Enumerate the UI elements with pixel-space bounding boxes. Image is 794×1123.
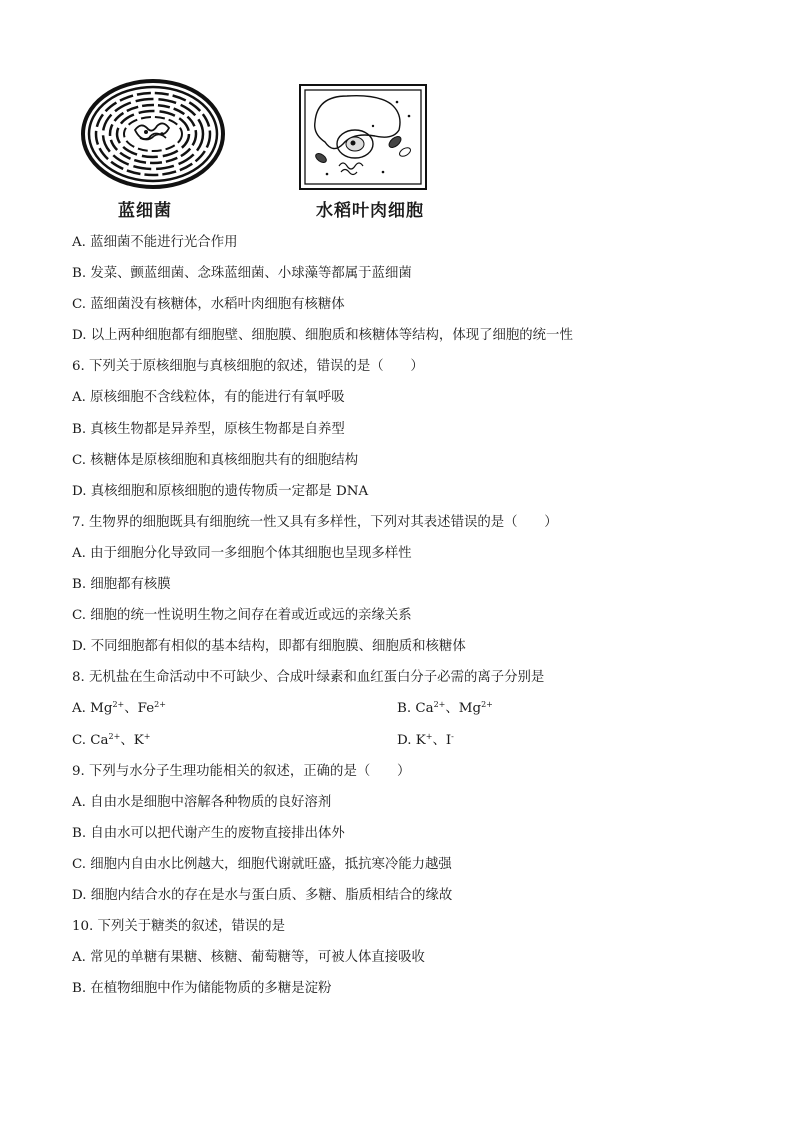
cyanobacteria-drawing bbox=[80, 78, 226, 190]
q9-option-c: C. 细胞内自由水比例越大，细胞代谢就旺盛，抵抗寒冷能力越强 bbox=[72, 856, 452, 872]
q9-option-d: D. 细胞内结合水的存在是水与蛋白质、多糖、脂质相结合的缘故 bbox=[72, 887, 453, 903]
cell-figure bbox=[80, 78, 480, 228]
q9-stem: 9. 下列与水分子生理功能相关的叙述，正确的是（ ） bbox=[72, 763, 411, 779]
q8-option-a: A. $Mg^{2+}$、$Fe^{2+}$ bbox=[72, 700, 166, 717]
q7-stem: 7. 生物界的细胞既具有细胞统一性又具有多样性，下列对其表述错误的是（ ） bbox=[72, 514, 558, 530]
q10-option-b: B. 在植物细胞中作为储能物质的多糖是淀粉 bbox=[72, 981, 332, 997]
q6-option-b: B. 真核生物都是异养型，原核生物都是自养型 bbox=[72, 421, 345, 437]
q9-option-a: A. 自由水是细胞中溶解各种物质的良好溶剂 bbox=[72, 794, 332, 810]
q8-options-row-1 bbox=[72, 698, 692, 729]
q9-option-b: B. 自由水可以把代谢产生的废物直接排出体外 bbox=[72, 825, 345, 841]
q8-options-row-2 bbox=[72, 730, 692, 761]
q8-option-d: D. K+、I- bbox=[397, 731, 454, 748]
caption-rice-leaf-cell: 水稻叶肉细胞 bbox=[316, 201, 424, 221]
q5-option-b: B. 发菜、颤蓝细菌、念珠蓝细菌、小球藻等都属于蓝细菌 bbox=[72, 266, 412, 282]
caption-cyanobacteria: 蓝细菌 bbox=[118, 201, 172, 221]
q8-option-c: C. $Ca^{2+}$、K+ bbox=[72, 731, 151, 748]
q8-option-b: B. $Ca^{2+}$、$Mg^{2+}$ bbox=[397, 700, 493, 717]
q10-stem: 10. 下列关于糖类的叙述，错误的是 bbox=[72, 919, 286, 935]
q5-option-d: D. 以上两种细胞都有细胞壁、细胞膜、细胞质和核糖体等结构，体现了细胞的统一性 bbox=[72, 328, 573, 344]
q7-option-a: A. 由于细胞分化导致同一多细胞个体其细胞也呈现多样性 bbox=[72, 545, 412, 561]
q6-option-c: C. 核糖体是原核细胞和真核细胞共有的细胞结构 bbox=[72, 452, 359, 468]
q8-stem: 8. 无机盐在生命活动中不可缺少、合成叶绿素和血红蛋白分子必需的离子分别是 bbox=[72, 670, 545, 686]
q10-option-a: A. 常见的单糖有果糖、核糖、葡萄糖等，可被人体直接吸收 bbox=[72, 950, 425, 966]
rice-leaf-cell-drawing bbox=[297, 82, 429, 192]
q7-option-b: B. 细胞都有核膜 bbox=[72, 577, 171, 593]
q6-option-d: D. 真核细胞和原核细胞的遗传物质一定都是 DNA bbox=[72, 483, 369, 499]
q6-option-a: A. 原核细胞不含线粒体，有的能进行有氧呼吸 bbox=[72, 390, 345, 406]
q5-option-c: C. 蓝细菌没有核糖体，水稻叶肉细胞有核糖体 bbox=[72, 297, 345, 313]
q6-stem: 6. 下列关于原核细胞与真核细胞的叙述，错误的是（ ） bbox=[72, 359, 424, 375]
q7-option-d: D. 不同细胞都有相似的基本结构，即都有细胞膜、细胞质和核糖体 bbox=[72, 639, 466, 655]
q5-option-a: A. 蓝细菌不能进行光合作用 bbox=[72, 235, 238, 250]
q7-option-c: C. 细胞的统一性说明生物之间存在着或近或远的亲缘关系 bbox=[72, 608, 412, 624]
question-text bbox=[72, 232, 692, 1009]
